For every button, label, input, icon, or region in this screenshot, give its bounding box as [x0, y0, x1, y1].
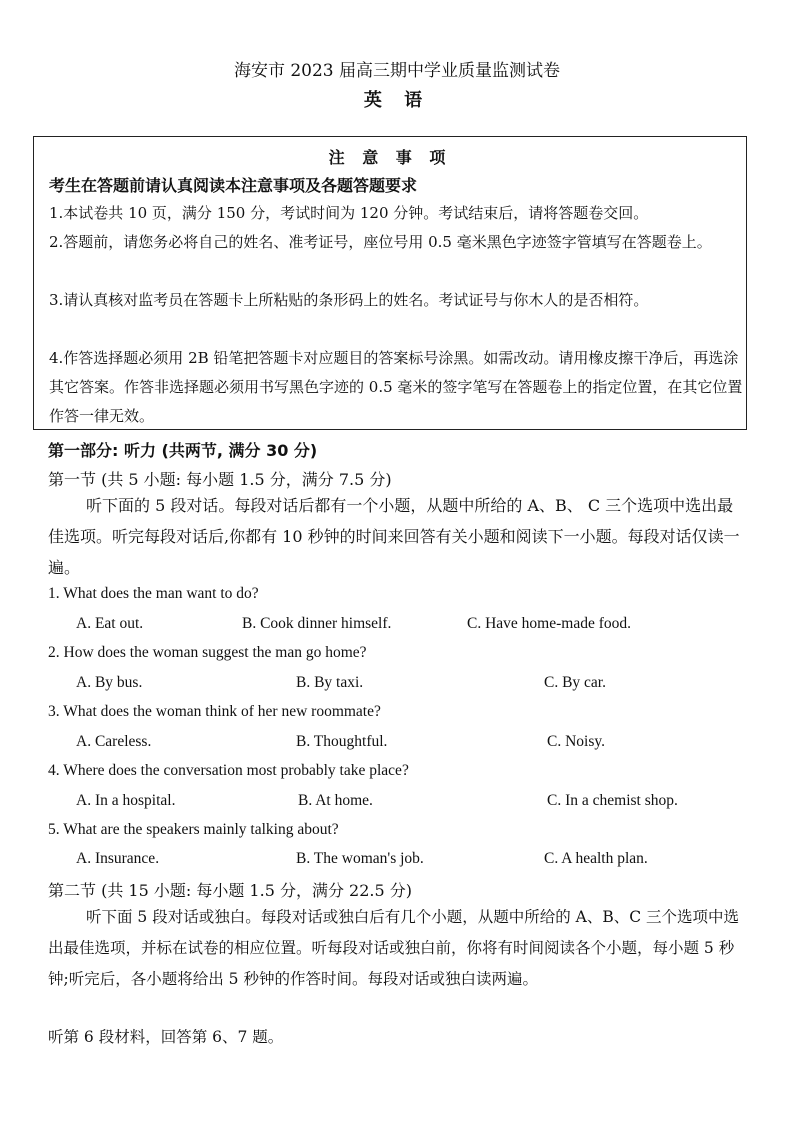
section1-title: 第一节 (共 5 小题: 每小题 1.5 分，满分 7.5 分) — [48, 470, 392, 489]
question-2: 2. How does the woman suggest the man go home? — [48, 644, 367, 661]
question-2-option-a: A. By bus. — [76, 674, 143, 691]
section2-instructions: 听下面 5 段对话或独白。每段对话或独白后有几个小题，从题中所给的 A、B、C 三个选项中选出最佳选项，并标在试卷的相应位置。听每段对话或独白前，你将有时间阅读各个小题，每小题 5 秒钟;听完后，各小题将给出 5 秒钟的作答时间。每段对话或独白读两遍。 — [48, 908, 740, 988]
question-5-option-b: B. The woman's job. — [296, 850, 424, 867]
question-5: 5. What are the speakers mainly talking about? — [48, 821, 339, 838]
question-4: 4. Where does the conversation most probably take place? — [48, 762, 409, 779]
question-2-option-b: B. By taxi. — [296, 674, 364, 691]
question-4-option-c: C. In a chemist shop. — [547, 792, 678, 809]
question-3-option-c: C. Noisy. — [547, 733, 605, 750]
notice-heading: 注 意 事 项 — [328, 148, 452, 167]
notice-item-4: 4.作答选择题必须用 2B 铅笔把答题卡对应题目的答案标号涂黑。如需改动。请用橡皮擦干净后，再选涂其它答案。作答非选择题必须用书写黑色字迹的 0.5 毫米的签字笔写在答题卷上的指定位置，在其它位置作答一律无效。 — [49, 349, 743, 425]
question-1-option-b: B. Cook dinner himself. — [242, 615, 392, 632]
section2-title: 第二节 (共 15 小题: 每小题 1.5 分，满分 22.5 分) — [48, 881, 412, 900]
notice-item-3: 3.请认真核对监考员在答题卡上所粘贴的条形码上的姓名。考试证号与你木人的是否相符。 — [49, 291, 649, 309]
section1-instructions: 听下面的 5 段对话。每段对话后都有一个小题，从题中所给的 A、B、 C 三个选项中选出最佳选项。听完每段对话后,你都有 10 秒钟的时间来回答有关小题和阅读下一小题。每段对话仅读一遍。 — [48, 496, 740, 577]
question-5-option-c: C. A health plan. — [544, 850, 648, 867]
notice-subheading: 考生在答题前请认真阅读本注意事项及各题答题要求 — [49, 176, 418, 195]
question-4-option-a: A. In a hospital. — [76, 792, 176, 809]
listen-prompt: 听第 6 段材料，回答第 6、7 题。 — [48, 1028, 284, 1046]
question-3-option-b: B. Thoughtful. — [296, 733, 388, 750]
notice-box — [33, 136, 747, 430]
question-5-option-a: A. Insurance. — [76, 850, 160, 867]
question-3: 3. What does the woman think of her new roommate? — [48, 703, 381, 720]
question-1-option-a: A. Eat out. — [76, 615, 144, 632]
notice-item-1: 1.本试卷共 10 页，满分 150 分，考试时间为 120 分钟。考试结束后，请将答题卷交回。 — [49, 204, 649, 222]
question-1: 1. What does the man want to do? — [48, 585, 259, 602]
question-4-option-b: B. At home. — [298, 792, 373, 809]
question-2-option-c: C. By car. — [544, 674, 606, 691]
exam-title: 海安市 2023 届高三期中学业质量监测试卷 — [233, 61, 561, 81]
question-1-option-c: C. Have home-made food. — [467, 615, 631, 632]
question-3-option-a: A. Careless. — [76, 733, 152, 750]
notice-item-2: 2.答题前，请您务必将自己的姓名、准考证号，座位号用 0.5 毫米黑色字迹签字管填写在答题卷上。 — [49, 233, 712, 251]
exam-subject: 英 语 — [363, 90, 431, 111]
part1-title: 第一部分: 听力 (共两节, 满分 30 分) — [48, 441, 318, 460]
